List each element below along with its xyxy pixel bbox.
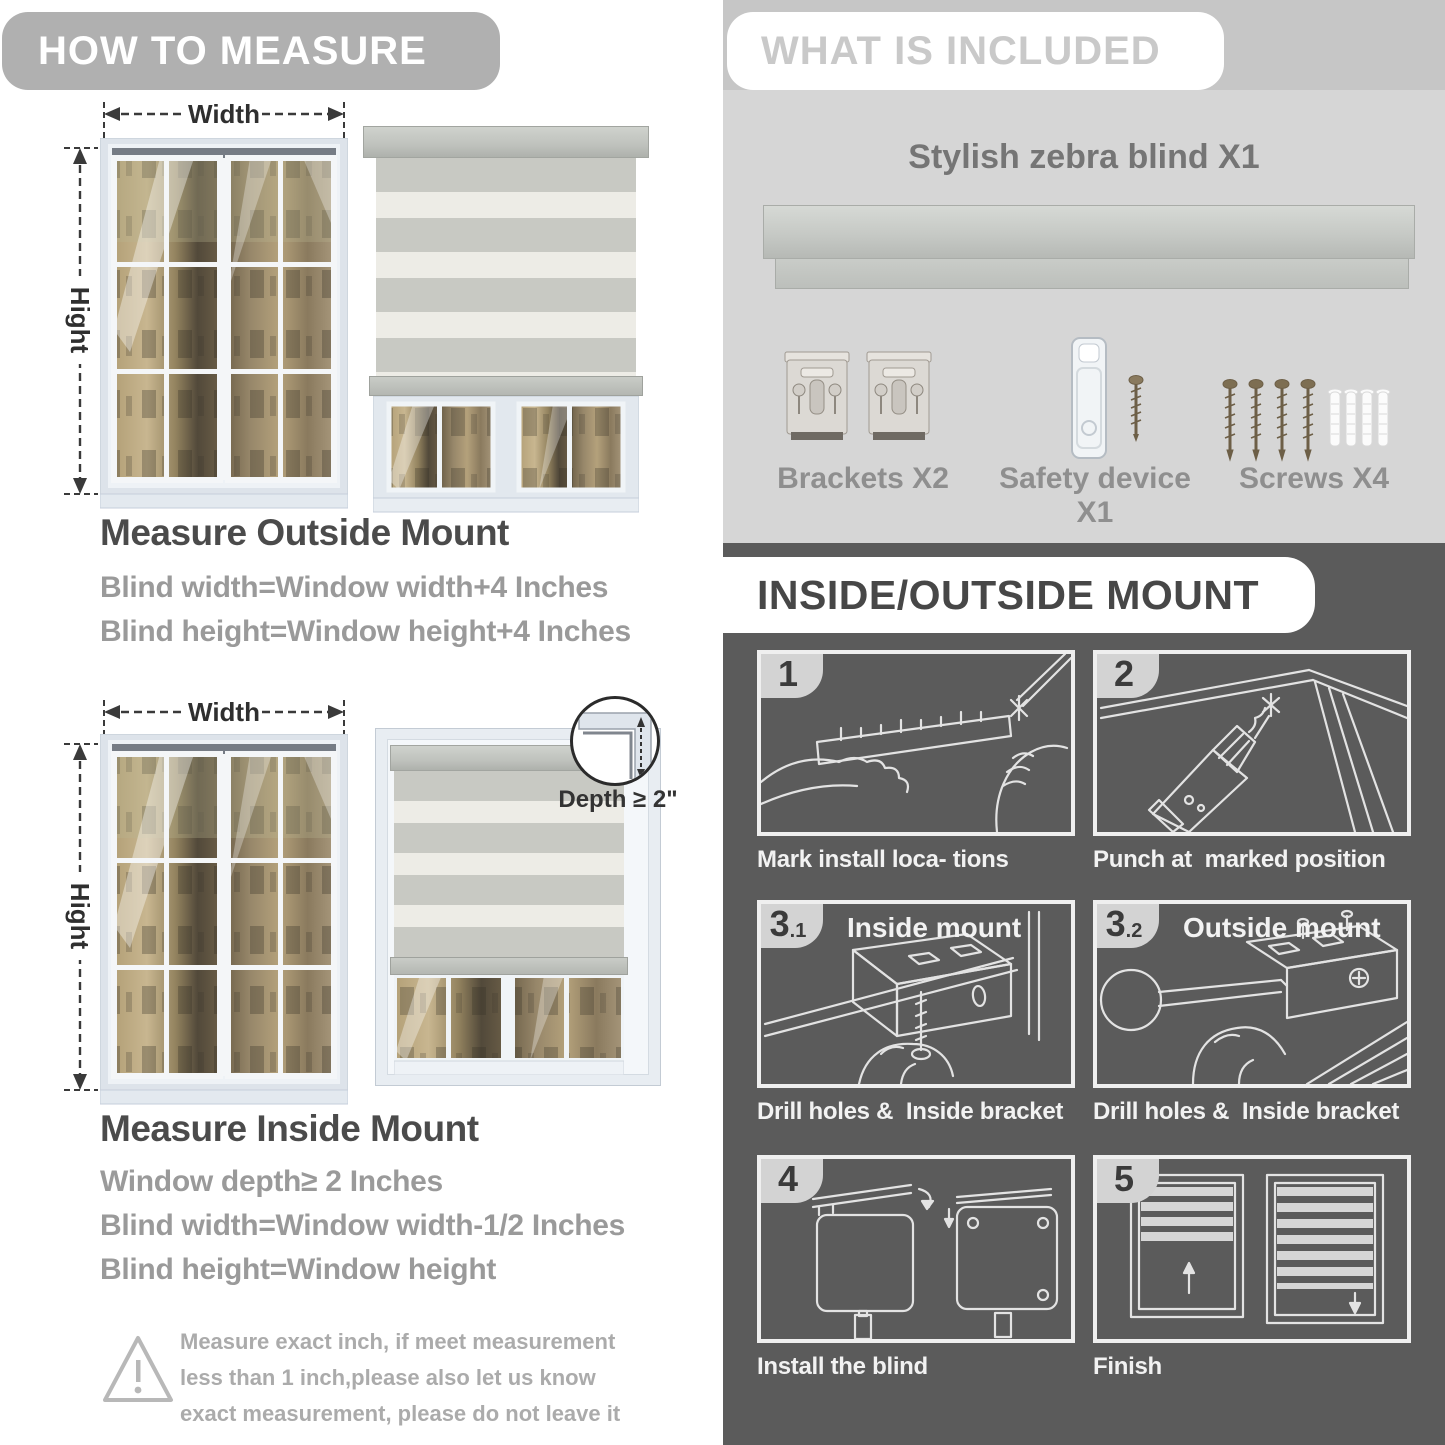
brackets-label: Brackets X2 (777, 462, 949, 495)
warning-triangle-icon (100, 1330, 176, 1410)
screws-label: Screws X4 (1238, 462, 1390, 495)
step-panel-1 (757, 650, 1075, 836)
step-3-2-title: Outside mount (1183, 912, 1381, 943)
drill-mark-star (1263, 694, 1279, 716)
wall-anchors (1328, 389, 1390, 446)
blind-bottom-rail (390, 957, 628, 975)
step-4-caption: Install the blind (757, 1353, 928, 1380)
step-number-badge: 3 .2 (1093, 900, 1159, 948)
warning-text: Measure exact inch, if meet measurement less than 1 inch,please also let us know exact measurement, please do not leave it (180, 1329, 621, 1426)
blind-bottom-rail (369, 376, 643, 396)
depth-detail-icon (573, 699, 657, 783)
step-5-caption: Finish (1093, 1353, 1162, 1380)
step-panel-4 (757, 1155, 1075, 1343)
step-3-1-caption: Drill holes & Inside bracket (757, 1098, 1064, 1125)
outside-mount-line-1: Blind width=Window width+4 Inches (100, 571, 609, 604)
screwdriver (1101, 970, 1287, 1030)
step-number-badge: 3 .1 (757, 900, 823, 948)
step-1-caption: Mark install loca- tions (757, 846, 1009, 873)
step-number-badge: 5 (1093, 1155, 1159, 1203)
safety-device-label: Safety device X1 (999, 462, 1191, 529)
step-number-badge: 2 (1093, 650, 1159, 698)
product-label: Stylish zebra blind X1 (908, 138, 1260, 176)
inside-mount-line-3: Blind height=Window height (100, 1253, 497, 1286)
height-arrow-outside (58, 140, 102, 502)
step-number-badge: 4 (757, 1155, 823, 1203)
blind-cassette (363, 126, 649, 158)
blind-headrail-image (763, 205, 1415, 259)
safety-device-icon (1058, 336, 1168, 462)
step-2-caption: Punch at marked position (1093, 846, 1386, 873)
step-3-2-caption: Drill holes & Inside bracket (1093, 1098, 1400, 1125)
step-3-1-title: Inside mount (847, 912, 1022, 943)
height-arrow-inside (58, 736, 102, 1098)
width-arrow-outside (98, 96, 350, 144)
blind-headrail-lower (775, 259, 1409, 289)
inside-mount-line-1: Window depth≥ 2 Inches (100, 1165, 443, 1198)
width-label: Width (188, 697, 260, 727)
depth-magnifier (570, 696, 660, 786)
what-is-included-header: WHAT IS INCLUDED (727, 12, 1224, 90)
inside-outside-mount-header: INSIDE/OUTSIDE MOUNT (723, 557, 1315, 633)
step-number-badge: 1 (757, 650, 823, 698)
depth-label: Depth ≥ 2" (558, 786, 678, 813)
inside-mount-title: Measure Inside Mount (100, 1108, 479, 1149)
step-panel-2 (1093, 650, 1411, 836)
screws-icon (1222, 376, 1392, 472)
window-behind-blind (394, 975, 624, 1075)
window-illustration-inside (100, 734, 348, 1106)
brackets-icon (783, 350, 933, 448)
height-label: Hight (65, 286, 95, 354)
step-panel-5 (1093, 1155, 1411, 1343)
blind-lowered (1267, 1175, 1383, 1323)
step-panel-3-2 (1093, 900, 1411, 1088)
inside-mount-line-2: Blind width=Window width-1/2 Inches (100, 1209, 626, 1242)
blind-illustration-outside (363, 126, 649, 514)
small-screw (1129, 376, 1143, 443)
step-panel-3-1 (757, 900, 1075, 1088)
blind-fabric (376, 158, 636, 376)
blind-unit-mounted (945, 1189, 1057, 1337)
blind-unit-tilted (813, 1185, 933, 1339)
how-to-measure-header: HOW TO MEASURE (2, 12, 500, 90)
outside-mount-title: Measure Outside Mount (100, 512, 509, 553)
height-label: Hight (65, 882, 95, 950)
window-illustration-outside (100, 138, 348, 510)
outside-mount-line-2: Blind height=Window height+4 Inches (100, 615, 631, 648)
bracket (853, 934, 1011, 1036)
width-label: Width (188, 99, 260, 129)
screw-up (912, 992, 930, 1059)
drill (1149, 694, 1279, 832)
window-behind-blind (373, 396, 639, 514)
